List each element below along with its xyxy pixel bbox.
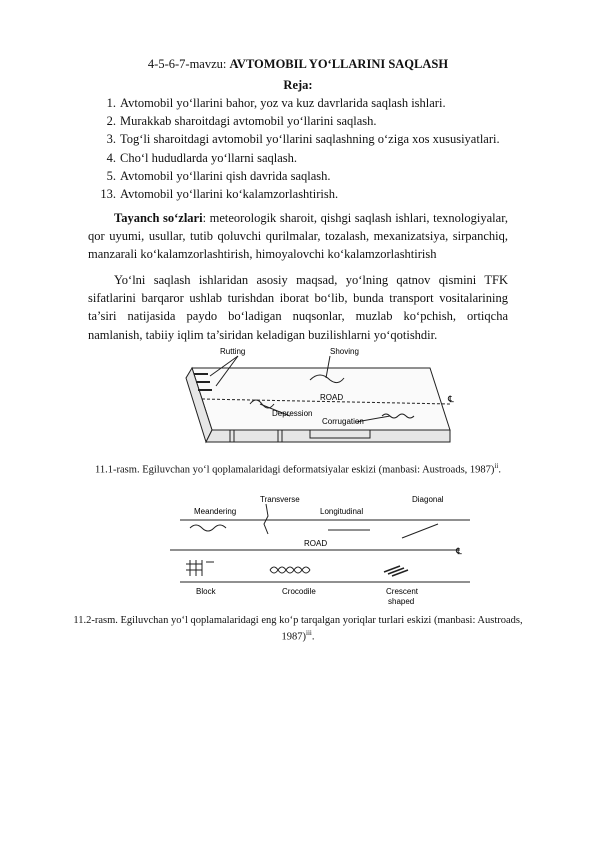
plan-item [84, 112, 500, 130]
figure1-caption [60, 460, 536, 477]
label-transverse: Transverse [260, 495, 300, 504]
road-slab-front [206, 430, 450, 442]
label-meandering: Meandering [194, 507, 237, 516]
keywords-text: : meteorologik sharoit, qishgi saqlash ishlari, texnologiyalar, qor uyumi, usullar, tutib qoluvchi qurilmalar, tozalash, mexanizatsiya, sirpanchiq, manzarali ko‘kalamzorlashtirish, himoyalovchi ko‘kalamzorlashtirish [88, 211, 508, 262]
plan-item-number: 4. [106, 150, 116, 165]
plan-item-text: Murakkab sharoitdagi avtomobil yo‘llarini saqlash. [120, 114, 377, 129]
plan-item [84, 130, 500, 148]
label-block: Block [196, 587, 216, 596]
figure1-caption-text: 11.1-rasm. Egiluvchan yo‘l qoplamalaridagi deformatsiyalar eskizi (manbasi: Austroads, 1987) [95, 464, 495, 476]
figure2-caption-end: . [311, 631, 315, 643]
figure1-caption-sup: ii [494, 462, 499, 470]
figure2-caption-text: 11.2-rasm. Egiluvchan yo‘l qoplamalaridagi eng ko‘p tarqalgan yoriqlar turlari eskizi (manbasi: Austroads, 1987) [73, 615, 523, 643]
plan-item [84, 167, 500, 185]
crocodile-crack [270, 567, 310, 573]
plan-heading: Reja: [283, 78, 313, 92]
plan-item [84, 185, 500, 203]
label-centerline: ℄ [448, 394, 454, 404]
plan-item-text: Tog‘li sharoitdagi avtomobil yo‘llarini saqlashning o‘ziga xos xususiyatlari. [120, 132, 500, 147]
block-crack [186, 560, 214, 576]
meandering-crack [190, 525, 226, 531]
label-road: ROAD [304, 539, 328, 548]
keywords-label: Tayanch so‘zlari [114, 211, 203, 225]
label-rutting: Rutting [220, 347, 246, 356]
plan-item-number: 3. [106, 132, 116, 147]
label-corrugation: Corrugation [322, 417, 364, 426]
transverse-crack [264, 504, 268, 534]
plan-item [84, 94, 500, 112]
label-crescent: Crescent [386, 587, 419, 596]
deformation-sketch [150, 338, 470, 460]
plan-list [84, 94, 500, 203]
figure2-caption [60, 614, 536, 644]
label-diagonal: Diagonal [412, 495, 444, 504]
label-longitudinal: Longitudinal [320, 507, 364, 516]
title-prefix: 4-5-6-7-mavzu: [147, 57, 230, 71]
crack-types-sketch [150, 490, 470, 615]
label-crescent-shaped: shaped [388, 597, 415, 606]
label-shoving: Shoving [330, 347, 359, 356]
keywords-paragraph [88, 209, 508, 264]
plan-item-text: Avtomobil yo‘llarini ko‘kalamzorlashtirish. [120, 187, 339, 202]
plan-item-text: Avtomobil yo‘llarini bahor, yoz va kuz davrlarida saqlash ishlari. [120, 96, 446, 110]
diagonal-crack [402, 524, 438, 538]
label-centerline: ℄ [456, 546, 462, 556]
plan-item-text: Cho‘l hududlarda yo‘llarni saqlash. [120, 150, 298, 165]
body-paragraph: Yo‘lni saqlash ishlaridan asosiy maqsad, yo‘lning qatnov qismini TFK sifatlarini barqaror ushlab turishdan iborat bo‘lib, bunda transport vositalarining ta’siri natijasida paydo bo‘ladigan nuqsonlar, muzlab ko‘pchish, ortiqcha namlanish, tabiiy iqlim ta’siridan keladigan buzilishlarni yo‘qotishdir. [88, 273, 508, 342]
plan-item-text: Avtomobil yo‘llarini qish davrida saqlash. [120, 168, 331, 183]
plan-item [84, 149, 500, 167]
label-road: ROAD [320, 393, 344, 402]
figure2-caption-sup: iii [306, 629, 312, 637]
crescent-crack [384, 566, 408, 576]
plan-item-number: 1. [106, 96, 116, 110]
title-main: AVTOMOBIL YO‘LLARINI SAQLASH [229, 57, 449, 71]
plan-item-number: 13. [100, 187, 116, 202]
page-title [0, 57, 596, 72]
plan-item-number: 2. [106, 114, 116, 129]
label-depression: Depression [272, 409, 313, 418]
label-crocodile: Crocodile [282, 587, 316, 596]
figure1-caption-end: . [498, 464, 501, 476]
plan-item-number: 5. [106, 168, 116, 183]
